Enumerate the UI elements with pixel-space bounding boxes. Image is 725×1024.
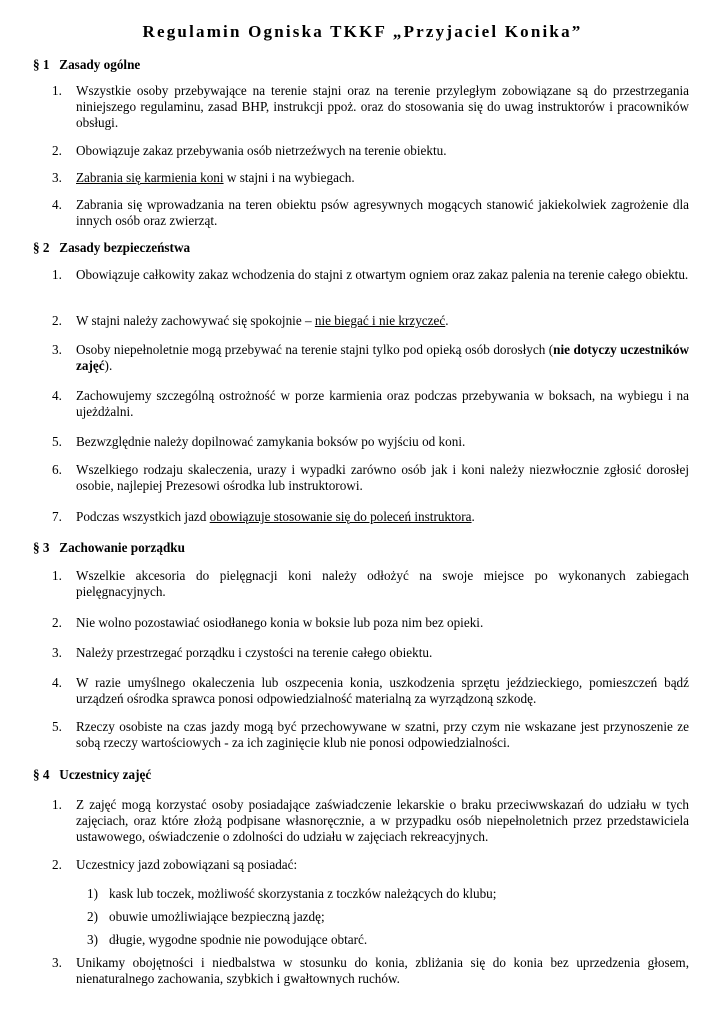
underlined-text: nie biegać i nie krzyczeć	[314, 313, 446, 328]
section-title: Zasady bezpieczeństwa	[59, 240, 191, 255]
list-item: 7. Podczas wszystkich jazd obowiązuje stosowanie się do poleceń instruktora.	[52, 509, 475, 524]
section-heading-4	[33, 767, 151, 783]
sub-list-item: 3) długie, wygodne spodnie nie powodujące obtarć.	[87, 932, 368, 947]
section-title: Zachowanie porządku	[59, 540, 185, 555]
list-item: 6. Wszelkiego rodzaju skaleczenia, urazy i wypadki zarówno osób jak i koni należy niezwłocznie zgłosić dorosłej osobie, najlepiej Prezesowi ośrodka lub instruktorowi.	[52, 462, 689, 493]
list-item: 4. W razie umyślnego okaleczenia lub oszpecenia konia, uszkodzenia sprzętu jeździeckiego, pomieszczeń bądź urządzeń ośrodka sprawca ponosi odpowiedzialność materialną za wyrządzoną szkodę.	[52, 675, 689, 706]
list-item: 1. Wszelkie akcesoria do pielęgnacji koni należy odłożyć na swoje miejsce po wykonanych zabiegach pielęgnacyjnych.	[52, 568, 689, 599]
list-item: 3. Osoby niepełnoletnie mogą przebywać na terenie stajni tylko pod opieką osób dorosłych (nie dotyczy uczestników zajęć).	[52, 342, 689, 373]
section-heading-1	[33, 57, 140, 73]
section-number: § 1	[33, 57, 50, 72]
list-item: 3. Należy przestrzegać porządku i czystości na terenie całego obiektu.	[52, 645, 433, 660]
sub-list-item: 1) kask lub toczek, możliwość skorzystania z toczków należących do klubu;	[87, 886, 497, 901]
list-item: 1. Obowiązuje całkowity zakaz wchodzenia do stajni z otwartym ogniem oraz zakaz palenia na terenie całego obiektu.	[52, 267, 689, 282]
section-number: § 4	[33, 767, 50, 782]
list-item: 4. Zabrania się wprowadzania na teren obiektu psów agresywnych mogących stanowić jakiekolwiek zagrożenie dla innych osób oraz zwierząt.	[52, 197, 689, 228]
list-item: 5. Rzeczy osobiste na czas jazdy mogą być przechowywane w szatni, przy czym nie wskazane jest przynoszenie ze sobą rzeczy wartościowych - za ich zaginięcie klub nie ponosi odpowiedzialności.	[52, 719, 689, 750]
list-item: 1. Wszystkie osoby przebywające na terenie stajni oraz na terenie przyległym zobowiązane są do przestrzegania niniejszego regulaminu, zasad BHP, instrukcji ppoż. oraz do stosowania się do uwag instruktorów i pracowników obsługi.	[52, 83, 689, 130]
section-heading-2	[33, 240, 190, 256]
section-title: Uczestnicy zajęć	[59, 767, 152, 782]
section-title: Zasady ogólne	[59, 57, 141, 72]
section-number: § 2	[33, 240, 50, 255]
underlined-text: Zabrania się karmienia koni	[76, 170, 224, 185]
document-title: Regulamin Ogniska TKKF „Przyjaciel Konika”	[142, 22, 583, 41]
list-item: 1. Z zajęć mogą korzystać osoby posiadające zaświadczenie lekarskie o braku przeciwwskazań do udziału w tych zajęciach, oraz które złożą podpisane własnoręcznie, a w przypadku osób niepełnoletnich przez przedstawiciela ustawowego, oświadczenie o zdolności do udziału w zajęciach rekreacyjnych.	[52, 797, 689, 844]
sub-list-item: 2) obuwie umożliwiające bezpieczną jazdę;	[87, 909, 325, 924]
underlined-text: obowiązuje stosowanie się do poleceń instruktora	[209, 509, 472, 524]
list-item: 2. Uczestnicy jazd zobowiązani są posiadać:	[52, 857, 298, 872]
list-item: 3. Unikamy obojętności i niedbalstwa w stosunku do konia, zbliżania się do konia bez uprzedzenia głosem, nienaturalnego zachowania, szybkich i gwałtownych ruchów.	[52, 955, 689, 986]
bold-text: nie dotyczy uczestników zajęć	[76, 342, 689, 373]
list-item: 2. Obowiązuje zakaz przebywania osób nietrzeźwych na terenie obiektu.	[52, 143, 447, 158]
list-item: 2. Nie wolno pozostawiać osiodłanego konia w boksie lub poza nim bez opieki.	[52, 615, 484, 630]
list-item: 4. Zachowujemy szczególną ostrożność w porze karmienia oraz podczas przebywania w boksach, na wybiegu i na ujeżdżalni.	[52, 388, 689, 419]
section-number: § 3	[33, 540, 50, 555]
list-item: 3. Zabrania się karmienia koni w stajni i na wybiegach.	[52, 170, 355, 185]
list-item: 2. W stajni należy zachowywać się spokojnie – nie biegać i nie krzyczeć.	[52, 313, 449, 328]
section-heading-3	[33, 540, 185, 556]
list-item: 5. Bezwzględnie należy dopilnować zamykania boksów po wyjściu od koni.	[52, 434, 466, 449]
